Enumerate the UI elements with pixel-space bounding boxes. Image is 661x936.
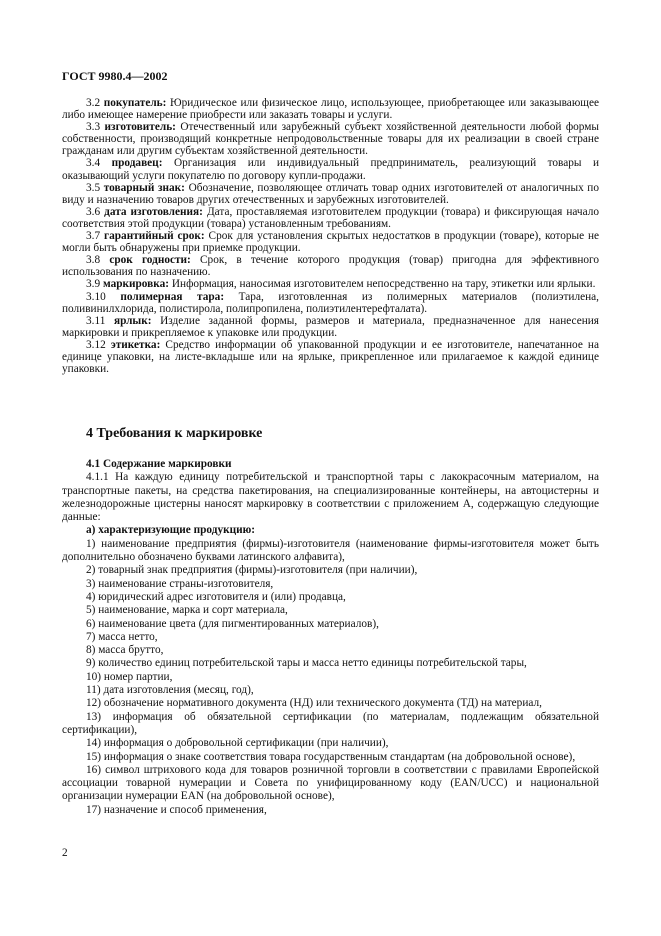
definition-text: Срок, в течение которого продукция (товар) пригодна для эффективного использования по назначению.	[62, 254, 600, 279]
definition-text: Юридическое или физическое лицо, использующее, приобретающее или заказывающее либо имеющее намерение приобрести или заказать товары и услуги.	[62, 97, 599, 122]
definition-term: гарантийный срок:	[103, 230, 205, 243]
definition-item	[62, 182, 599, 206]
definition-item	[62, 121, 599, 157]
list-item: 17) назначение и способ применения,	[86, 803, 267, 816]
definition-text: Изделие заданной формы, размеров и материала, предназначенное для нанесения маркировки и прикрепляемое к упаковке или продукции.	[62, 314, 599, 339]
definition-number: 3.2	[86, 97, 101, 109]
subsection-title: 4.1 Содержание маркировки	[86, 458, 232, 470]
definition-term: продавец:	[111, 157, 163, 170]
definitions-block	[62, 97, 599, 375]
definition-number: 3.10	[86, 290, 106, 303]
definition-term: товарный знак:	[103, 181, 185, 194]
definition-term: срок годности:	[109, 254, 191, 267]
definition-item	[62, 315, 599, 339]
list-item: 12) обозначение нормативного документа (НД) или технического документа (ТД) на материал,	[86, 697, 542, 710]
list-item: 14) информация о добровольной сертификации (при наличии),	[86, 737, 389, 750]
definition-item	[62, 291, 599, 315]
definition-item	[62, 254, 599, 278]
definition-term: маркировка:	[102, 278, 170, 291]
definition-item	[62, 206, 599, 230]
list-item: 13) информация об обязательной сертификации (по материалам, подлежащим обязательной сертификации),	[62, 710, 599, 736]
definition-number: 3.11	[86, 314, 106, 327]
list-item: 9) количество единиц потребительской тары и масса нетто единицы потребительской тары,	[86, 657, 527, 670]
definition-term: полимерная тара:	[120, 290, 225, 303]
list-item: 1) наименование предприятия (фирмы)-изготовителя (наименование фирмы-изготовителя может быть дополнительно обозначено буквами латинского алфавита),	[62, 537, 599, 564]
list-item: 6) наименование цвета (для пигментированных материалов),	[86, 617, 379, 630]
definition-text: Средство информации об упакованной продукции и ее изготовителе, напечатанное на единице упаковки, на листе-вкладыше или на ярлыке, прикрепленное или прилагаемое к каждой единице упаковки.	[62, 338, 599, 376]
definition-text: Информация, наносимая изготовителем непосредственно на тару, этикетки или ярлыки.	[171, 278, 596, 291]
definition-term: ярлык:	[113, 314, 152, 327]
definition-text: Срок для установления скрытых недостатков в продукции (товаре), которые не могли быть обнаружены при приемке продукции.	[62, 230, 600, 255]
definition-term: изготовитель:	[104, 121, 176, 134]
definition-text: Отечественный или зарубежный субъект хозяйственной деятельности любой формы собственности, производящий конкретные непродовольственные товары для их реализации в своей стране гражданам или другим субъектам хозяйственной деятельности.	[62, 121, 600, 158]
page-number: 2	[62, 847, 68, 859]
definition-term: этикетка:	[110, 338, 161, 351]
list-item: 4) юридический адрес изготовителя и (или) продавца,	[86, 590, 346, 603]
definition-number: 3.5	[86, 181, 101, 194]
list-item: 11) дата изготовления (месяц, год),	[86, 684, 254, 697]
list-item: 7) масса нетто,	[86, 630, 158, 643]
definition-item	[62, 97, 599, 121]
definition-text: Организация или индивидуальный предприниматель, реализующий товары и оказывающий услуги покупателю по договору купли-продажи.	[62, 157, 599, 182]
definition-number: 3.3	[86, 121, 101, 134]
definition-text: Дата, проставляемая изготовителем продукции (товара) и фиксирующая начало соответствия этой продукции (товара) установленным требованиям.	[62, 205, 600, 230]
definition-number: 3.9	[86, 278, 101, 291]
definition-item	[62, 230, 599, 254]
definition-item	[62, 339, 599, 375]
definition-number: 3.4	[86, 157, 101, 170]
list-item: 16) символ штрихового кода для товаров розничной торговли в соответствии с правилами Европейской ассоциации товарной нумерации и Совета по унифицированному коду (EAN/UCC) и национальной организации нумерации EAN (на добровольной основе),	[62, 763, 599, 803]
list-item: 10) номер партии,	[86, 670, 173, 683]
definition-number: 3.8	[86, 254, 101, 267]
document-header: ГОСТ 9980.4—2002	[62, 69, 168, 83]
definition-text: Обозначение, позволяющее отличать товар одних изготовителей от аналогичных по виду и назначению товаров других отечественных и зарубежных изготовителей.	[62, 181, 600, 206]
section-heading: 4 Требования к маркировке	[86, 426, 263, 441]
list-item: 3) наименование страны-изготовителя,	[86, 577, 274, 590]
definition-number: 3.7	[86, 230, 101, 243]
paragraph-4-1-1: 4.1.1 На каждую единицу потребительской и транспортной тары с лакокрасочным материалом, на транспортные пакеты, на средства пакетирования, на специализированные контейнеры, на автоцистерны и железнодорожные цистерны наносят маркировку в соответствии с приложением А, содержащую следующие данные:	[62, 471, 599, 524]
list-item: 15) информация о знаке соответствия товара государственным стандартам (на добровольной основе),	[86, 750, 576, 763]
definition-item	[62, 278, 599, 290]
definition-number: 3.12	[86, 338, 106, 351]
list-title: а) характеризующие продукцию:	[86, 524, 256, 537]
definition-term: покупатель:	[103, 97, 167, 109]
list-item: 2) товарный знак предприятия (фирмы)-изготовителя (при наличии),	[86, 564, 418, 577]
definition-text: Тара, изготовленная из полимерных материалов (полиэтилена, поливинилхлорида, полистирола, полипропилена, полиэтилентерефталата).	[62, 290, 599, 315]
definition-item	[62, 157, 599, 181]
definition-number: 3.6	[86, 205, 101, 218]
list-item: 8) масса брутто,	[86, 644, 164, 657]
list-item: 5) наименование, марка и сорт материала,	[86, 604, 288, 617]
definition-term: дата изготовления:	[104, 205, 203, 218]
section-4-body	[62, 458, 599, 817]
